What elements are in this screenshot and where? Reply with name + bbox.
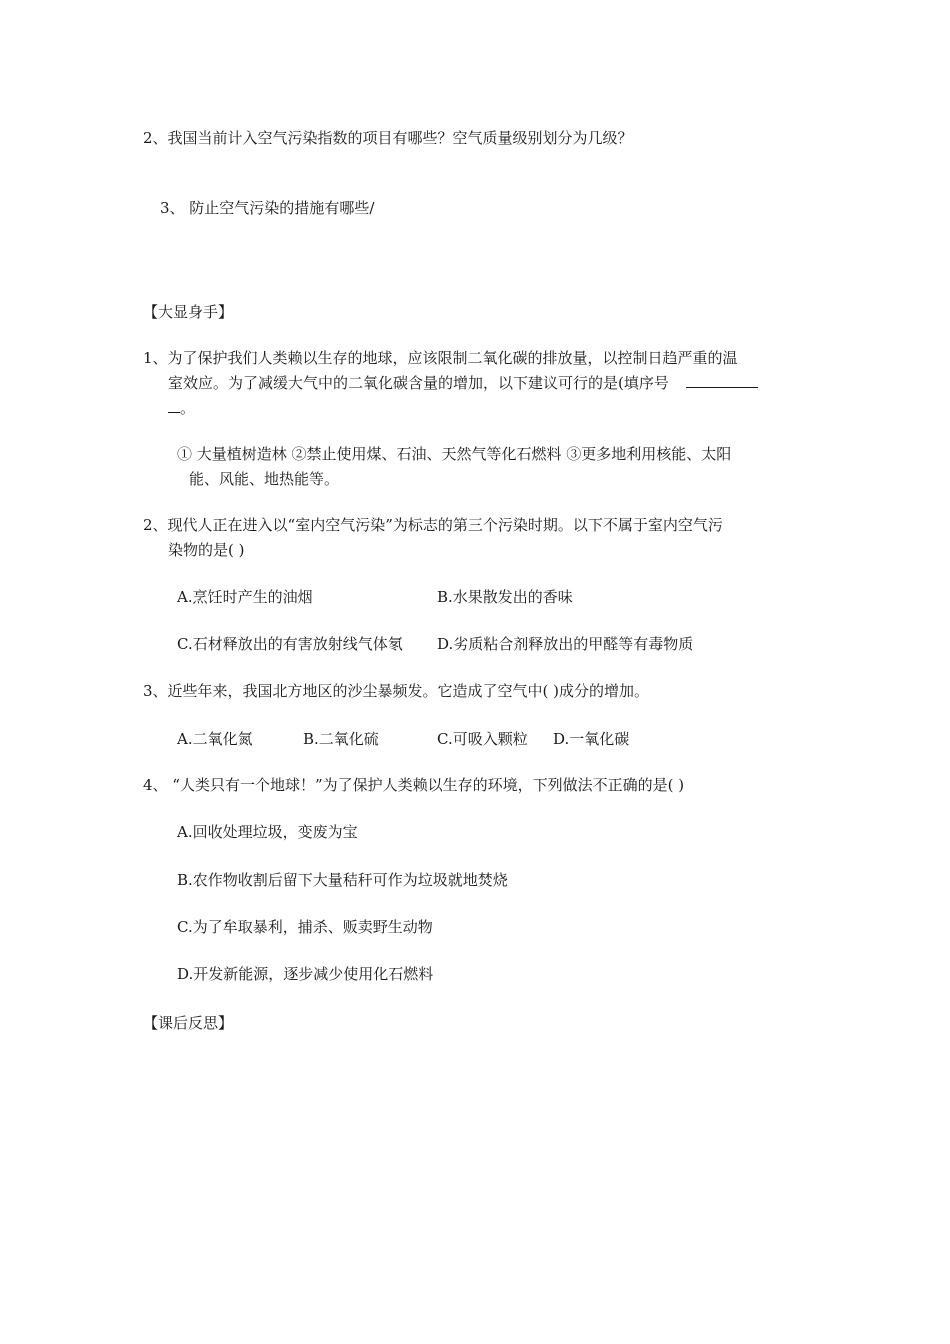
practice-q2-option-b: B.水果散发出的香味 (437, 588, 573, 606)
practice-q4-option-a: A.回收处理垃圾，变废为宝 (177, 823, 358, 841)
practice-q4-option-b: B.农作物收割后留下大量秸秆可作为垃圾就地焚烧 (177, 871, 508, 889)
practice-q1-line2 (168, 373, 758, 393)
practice-q4-option-c: C.为了牟取暴利，捕杀、贩卖野生动物 (177, 918, 433, 936)
practice-q1-line1: 1、为了保护我们人类赖以生存的地球，应该限制二氧化碳的排放量，以控制日趋严重的温 (143, 349, 738, 367)
answer-blank-continued[interactable] (168, 398, 180, 413)
answer-blank[interactable] (686, 373, 758, 388)
practice-q3-option-c: C.可吸入颗粒 (437, 730, 528, 748)
practice-q1-line3 (168, 398, 195, 418)
practice-q4-line1: 4、 “人类只有一个地球！”为了保护人类赖以生存的环境，下列做法不正确的是( ) (143, 776, 685, 794)
practice-q1-options-line2: 能、风能、地热能等。 (189, 470, 340, 488)
section-heading-practice: 【大显身手】 (143, 303, 234, 321)
practice-q2-option-c: C.石材释放出的有害放射线气体氡 (177, 635, 403, 653)
practice-q3-option-d: D.一氧化碳 (553, 730, 630, 748)
practice-q2-option-a: A.烹饪时产生的油烟 (177, 588, 313, 606)
practice-q4-option-d: D.开发新能源，逐步减少使用化石燃料 (177, 965, 434, 983)
practice-q3-option-a: A.二氧化氮 (177, 730, 253, 748)
practice-q1-line2-text: 室效应。为了减缓大气中的二氧化碳含量的增加，以下建议可行的是(填序号 (168, 374, 669, 392)
practice-q1-line3-end: 。 (180, 399, 196, 417)
review-question-2: 2、我国当前计入空气污染指数的项目有哪些？空气质量级别划分为几级？ (143, 129, 633, 147)
review-question-3: 3、 防止空气污染的措施有哪些/ (160, 199, 375, 217)
section-heading-reflection: 【课后反思】 (143, 1014, 234, 1032)
practice-q2-option-d: D.劣质粘合剂释放出的甲醛等有毒物质 (437, 635, 694, 653)
practice-q3-option-b: B.二氧化硫 (303, 730, 379, 748)
practice-q1-options-line1: ① 大量植树造林 ②禁止使用煤、石油、天然气等化石燃料 ③更多地利用核能、太阳 (177, 445, 732, 463)
practice-q3-line1: 3、近些年来，我国北方地区的沙尘暴频发。它造成了空气中( )成分的增加。 (143, 682, 650, 700)
practice-q2-line1: 2、现代人正在进入以“室内空气污染”为标志的第三个污染时期。以下不属于室内空气污 (143, 516, 723, 534)
practice-q2-line2: 染物的是( ) (168, 541, 245, 559)
